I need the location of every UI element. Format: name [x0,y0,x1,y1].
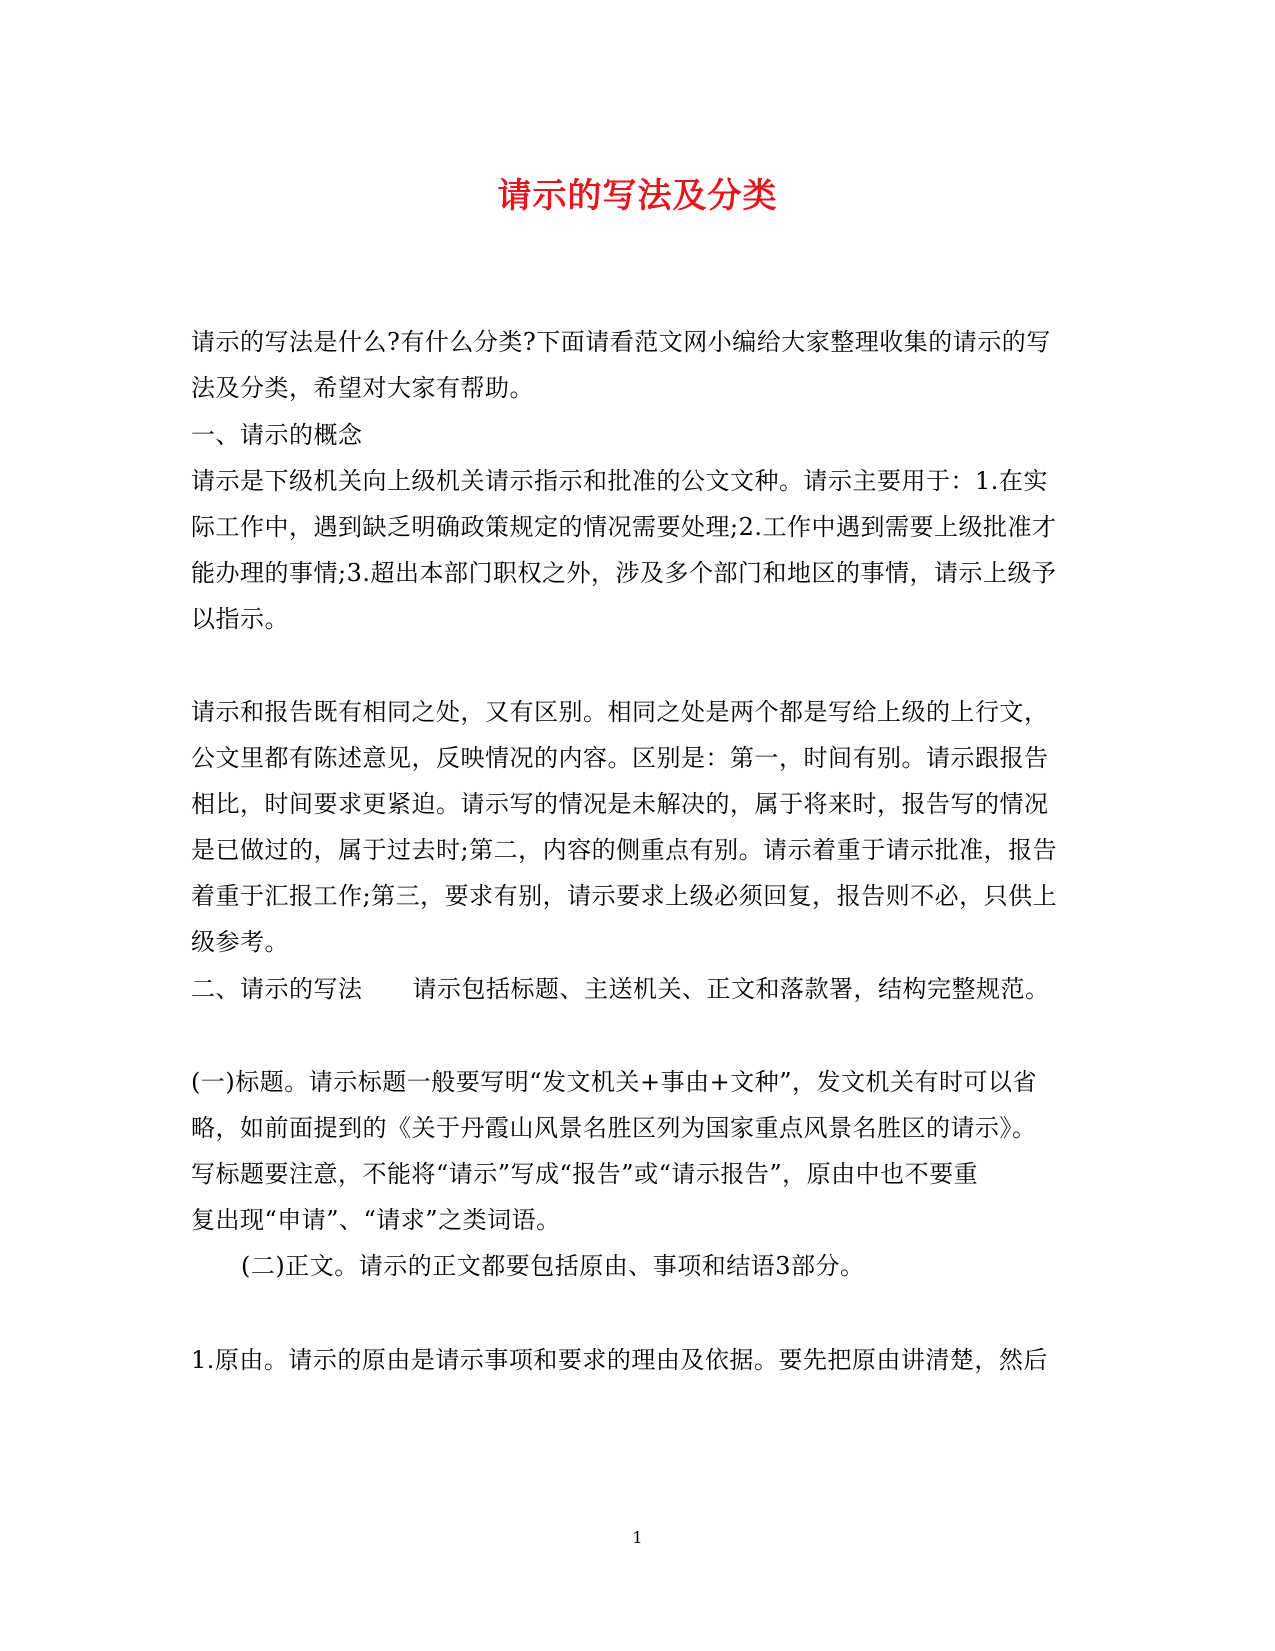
paragraph-line: 级参考。 [191,928,289,956]
paragraph-line: 着重于汇报工作;第三，要求有别，请示要求上级必须回复，报告则不必，只供上 [191,882,1058,910]
paragraph-line: 是已做过的，属于过去时;第二，内容的侧重点有别。请示着重于请示批准，报告 [191,836,1058,864]
paragraph-line: 际工作中，遇到缺乏明确政策规定的情况需要处理;2.工作中遇到需要上级批准才 [191,513,1057,541]
paragraph-line: 法及分类，希望对大家有帮助。 [191,374,534,402]
page-number: 1 [632,1528,643,1547]
paragraph-line: 写标题要注意，不能将“请示”写成“报告”或“请示报告”，原由中也不要重 [191,1160,979,1188]
paragraph-line: 请示的写法是什么?有什么分类?下面请看范文网小编给大家整理收集的请示的写 [191,328,1051,356]
paragraph-line: 1.原由。请示的原由是请示事项和要求的理由及依据。要先把原由讲清楚，然后 [191,1346,1048,1374]
section-text: 请示包括标题、主送机关、正文和落款署，结构完整规范。 [412,975,1050,1003]
paragraph-line: 请示是下级机关向上级机关请示指示和批准的公文文种。请示主要用于：1.在实 [191,467,1048,495]
paragraph-line: 以指示。 [191,605,289,633]
paragraph-line: 请示和报告既有相同之处，又有区别。相同之处是两个都是写给上级的上行文， [191,698,1049,726]
section-heading: 二、请示的写法 [191,975,363,1003]
paragraph-line: 复出现“申请”、“请求”之类词语。 [191,1206,561,1234]
paragraph-line: 略，如前面提到的《关于丹霞山风景名胜区列为国家重点风景名胜区的请示》。 [191,1114,1037,1142]
section-heading: 一、请示的概念 [191,421,363,449]
paragraph-line: (一)标题。请示标题一般要写明“发文机关+事由+文种”，发文机关有时可以省 [191,1068,1037,1096]
document-title: 请示的写法及分类 [497,176,778,216]
paragraph-line: 能办理的事情;3.超出本部门职权之外，涉及多个部门和地区的事情，请示上级予 [191,559,1057,587]
paragraph-line: (二)正文。请示的正文都要包括原由、事项和结语3部分。 [241,1252,865,1280]
section-heading-line [191,969,1050,1004]
paragraph-line: 相比，时间要求更紧迫。请示写的情况是未解决的，属于将来时，报告写的情况 [191,790,1049,818]
paragraph-line: 公文里都有陈述意见，反映情况的内容。区别是：第一，时间有别。请示跟报告 [191,744,1049,772]
